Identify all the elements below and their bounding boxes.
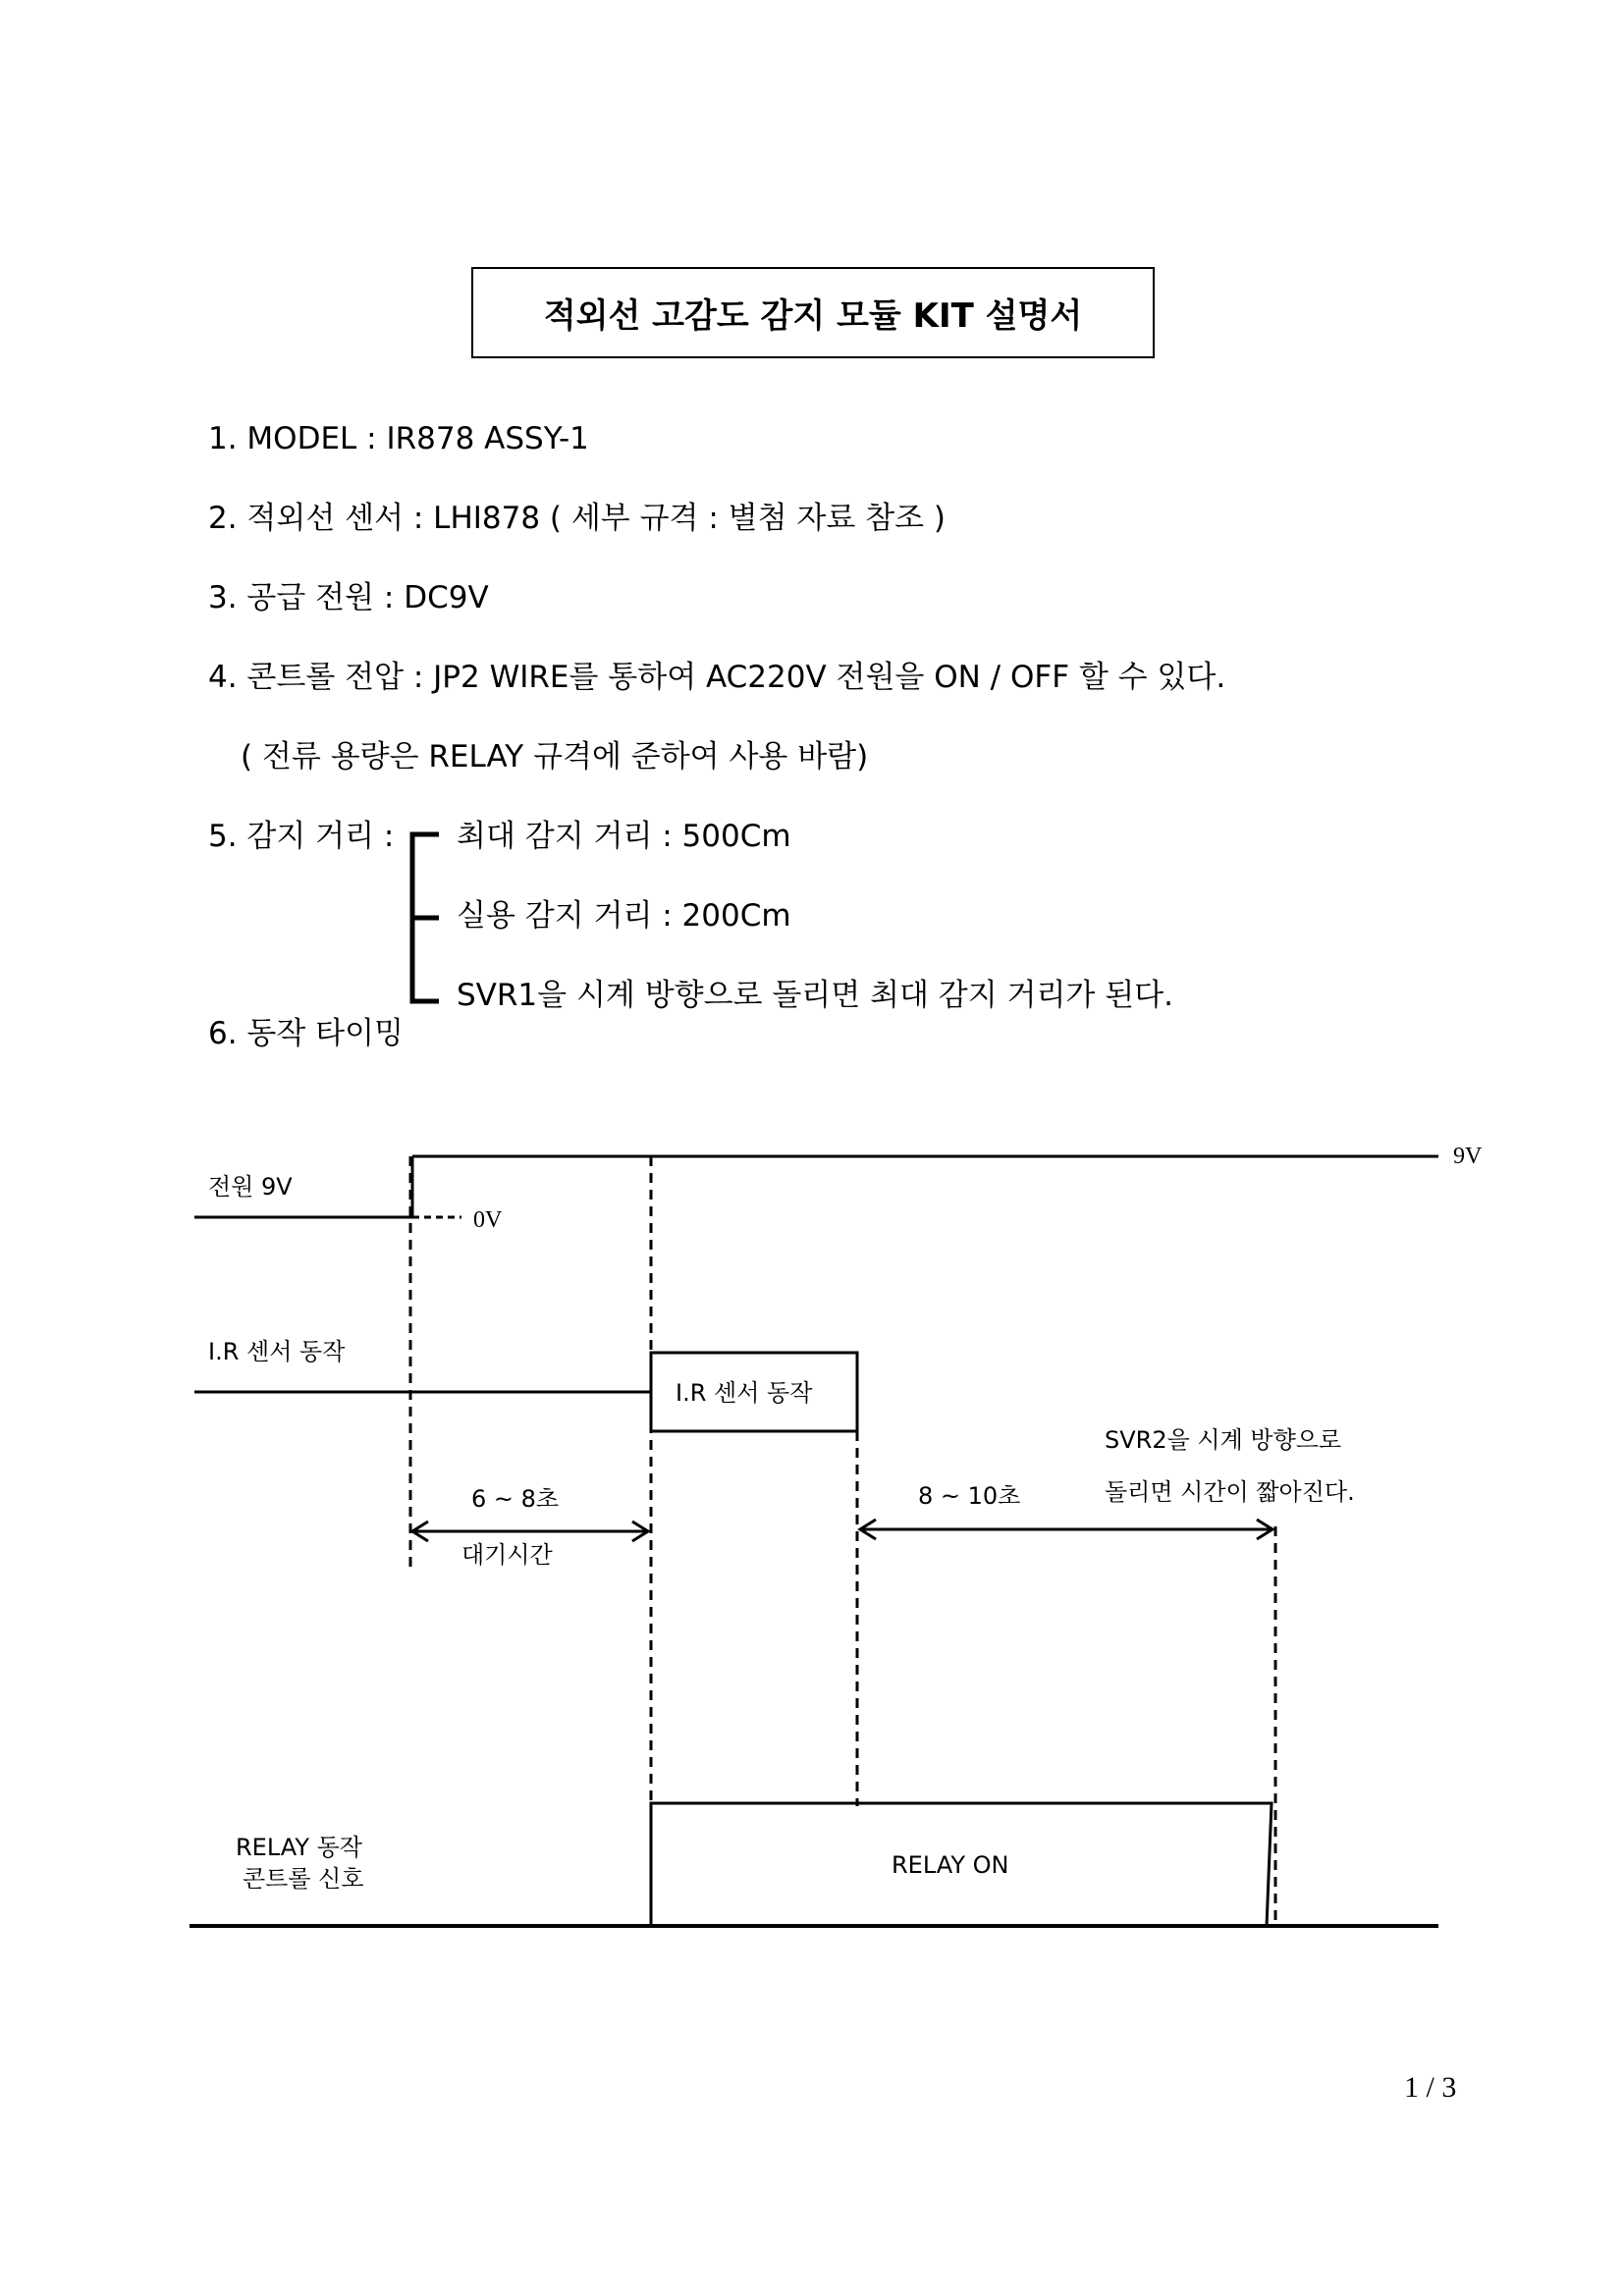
distance-bracket [412, 834, 439, 1001]
document-title: 적외선 고감도 감지 모듈 KIT 설명서 [543, 296, 1083, 336]
relay-on-label: RELAY ON [892, 1851, 1009, 1879]
power-signal [194, 1156, 1438, 1217]
distance-max: 최대 감지 거리 : 500Cm [457, 819, 791, 854]
svr2-note-line1: SVR2을 시계 방향으로 [1105, 1426, 1342, 1454]
item-sensor: 2. 적외선 센서 : LHI878 ( 세부 규격 : 별첨 자료 참조 ) [208, 501, 946, 536]
wait-time-arrow [412, 1522, 648, 1541]
level-9v-label: 9V [1453, 1144, 1483, 1169]
item-control-voltage: 4. 콘트롤 전압 : JP2 WIRE를 통하여 AC220V 전원을 ON / OFF 할 수 있다. [208, 660, 1226, 695]
item-power: 3. 공급 전원 : DC9V [208, 580, 489, 615]
power-label: 전원 9V [208, 1173, 293, 1201]
level-0v-label: 0V [473, 1207, 503, 1233]
ir-label: I.R 센서 동작 [208, 1338, 346, 1365]
svr2-note-line2: 돌리면 시간이 짧아진다. [1105, 1478, 1355, 1506]
relay-label-line2: 콘트롤 신호 [243, 1865, 364, 1893]
wait-caption: 대기시간 [461, 1541, 553, 1569]
hold-time-arrow [860, 1520, 1272, 1539]
item-distance-label: 5. 감지 거리 : [208, 819, 395, 854]
relay-signal [189, 1803, 1438, 1926]
item-control-note: ( 전류 용량은 RELAY 규격에 준하여 사용 바람) [241, 739, 869, 774]
distance-practical: 실용 감지 거리 : 200Cm [457, 898, 791, 934]
timing-guides [410, 1156, 1275, 1924]
item-model: 1. MODEL : IR878 ASSY-1 [208, 421, 589, 456]
relay-label-line1: RELAY 동작 [236, 1834, 362, 1861]
item-timing: 6. 동작 타이밍 [208, 1016, 405, 1051]
ir-pulse-label: I.R 센서 동작 [676, 1379, 813, 1407]
page-number: 1 / 3 [1404, 2071, 1457, 2104]
wait-time-label: 6 ~ 8초 [471, 1485, 560, 1513]
distance-note: SVR1을 시계 방향으로 돌리면 최대 감지 거리가 된다. [457, 978, 1173, 1013]
hold-time-label: 8 ~ 10초 [918, 1482, 1021, 1510]
